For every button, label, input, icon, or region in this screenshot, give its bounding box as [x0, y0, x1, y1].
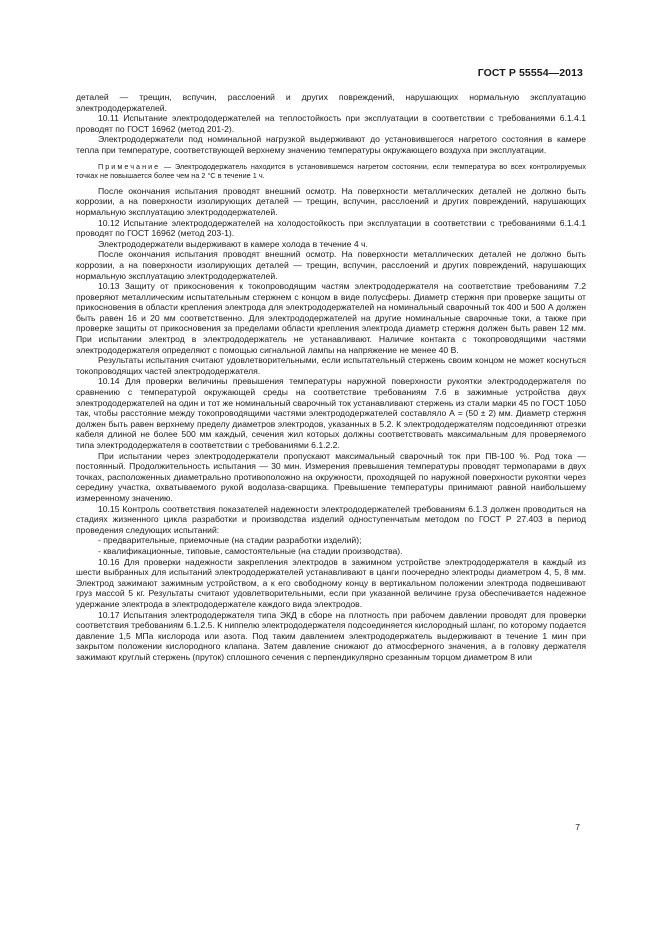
document-header: ГОСТ Р 55554—2013 — [477, 67, 583, 79]
paragraph: 10.11 Испытание электрододержателей на теплостойкость при эксплуатации в соответствии с требованиями 6.1.4.1 проводят по ГОСТ 16962 (метод 201-2). — [76, 113, 586, 134]
paragraph: деталей — трещин, вспучин, расслоений и других повреждений, нарушающих нормальную эксплуатацию электрододержателей. — [76, 92, 586, 113]
paragraph: Результаты испытания считают удовлетворительными, если испытательный стержень своим концом не может коснуться токопроводящих частей электрододержателя. — [76, 355, 586, 376]
paragraph: При испытании через электрододержатели пропускают максимальный сварочный ток при ПВ-100 %. Род тока — постоянный. Продолжительность испытания — 30 мин. Измерения превышения температуры проводят термопарами в двух точках, расположенных диаметрально противоположно на окружности, проходящей по наружной поверхности рукоятки через середину участка, охватываемого рукой водолаза-сварщика. Превышение температуры принимают равной наибольшему измеренному значению. — [76, 450, 586, 503]
note — [76, 162, 586, 181]
list-item: - предварительные, приемочные (на стадии разработки изделий); — [98, 535, 362, 546]
paragraph: 10.15 Контроль соответствия показателей надежности электрододержателей требованиям 6.1.3 должен проводиться на стадиях жизненного цикла разработки и производства изделий одноступенчатым методом по ГОСТ Р 27.403 в период проведения следующих испытаний: — [76, 503, 586, 535]
paragraph: 10.12 Испытание электрододержателей на холодостойкость при эксплуатации в соответствии с требованиями 6.1.4.1 проводят по ГОСТ 16962 (метод 203-1). — [76, 217, 586, 239]
paragraph: Электрододержатели выдерживают в камере холода в течение 4 ч. — [98, 238, 368, 249]
list-item: - квалификационные, типовые, самостоятельные (на стадии производства). — [98, 545, 403, 556]
paragraph: 10.17 Испытания электрододержателя типа ЭКД в сборе на плотность при рабочем давлении проводят для проверки соответствия требованиям 6.1.2.5. К ниппелю электрододержателя подсоединяется кислородный шланг, по которому подается давление 1,5 МПа кислорода или азота. Под таким давлением электрододержатель выдерживают в течение 1 мин при закрытом положении кислородного клапана. Затем давление снижают до атмосферного значения, а в головку держателя зажимают круглый стержень (пруток) сплошного сечения с перпендикулярно срезанным торцом диаметром 8 или — [76, 609, 586, 662]
paragraph: После окончания испытания проводят внешний осмотр. На поверхности металлических деталей не должно быть коррозии, а на поверхности изолирующих деталей — трещин, вспучин, расслоений и других повреждений, нарушающих нормальную эксплуатацию электрододержателей. — [76, 185, 586, 217]
paragraph: 10.13 Защиту от прикосновения к токопроводящим частям электрододержателя на соответствие требованиям 7.2 проверяют металлическим испытательным стержнем с концом в виде полусферы. Диаметр стержня при проверке защиты от прикосновения в области крепления электрода для электрододержателей на номинальный сварочный ток 400 и 500 А должен быть равен 16 и 20 мм соответственно. Для электрододержателей на другие номинальные сварочные токи, а также при проверке защиты от прикосновения за пределами области крепления электрода диаметр стержня должен быть равен 12 мм. При испытании электрод в электрододержатель не устанавливают. Наличие контакта с токопроводящими частями электрододержателя определяют с помощью сигнальной лампы на напряжение не менее 40 В. — [76, 281, 586, 355]
paragraph: После окончания испытания проводят внешний осмотр. На поверхности металлических деталей не должно быть коррозии, а на поверхности изолирующих деталей — трещин, вспучин, расслоений и других повреждений, нарушающих нормальную эксплуатацию электрододержателей. — [76, 249, 586, 281]
page-number: 7 — [575, 822, 580, 832]
paragraph: Электрододержатели под номинальной нагрузкой выдерживают до установившегося нагретого состояния в камере тепла при температуре, соответствующей верхнему значению температуры окружающего воздуха при эксплуатации. — [76, 134, 586, 155]
paragraph: 10.16 Для проверки надежности закрепления электродов в зажимном устройстве электрододержателя в каждый из шести выбранных для испытаний электрододержателей устанавливают в цанги поочередно электроды диаметром 4, 5, 8 мм. Электрод зажимают зажимным устройством, а к его свободному концу в вертикальном положении электрода подвешивают груз массой 5 кг. Результаты считают удовлетворительными, если при указанной величине груза обеспечивается надежное удержание электрода в электрододержателе каждого вида электродов. — [76, 556, 586, 609]
document-body — [76, 92, 586, 662]
note-text: — Электрододержатель находится в установившемся нагретом состоянии, если температура во всех контролируемых точках не повышается более чем на 2 °С в течение 1 ч. — [76, 161, 586, 181]
paragraph: 10.14 Для проверки величины превышения температуры наружной поверхности рукоятки электрододержателя по сравнению с температурой окружающей среды на соответствие требованиям 7.6 в зажимные устройства двух электрододержателей на один и тот же номинальный сварочный ток устанавливают стержень из стали марки 45 по ГОСТ 1050 так, чтобы расстояние между токопроводящими частями электрододержателей составляло А = (50 ± 2) мм. Диаметр стержня должен быть равен верхнему пределу диаметров электродов, указанных в 5.2. К электрододержателям подсоединяют отрезки кабеля длиной не более 500 мм каждый, сечения жил которых должны соответствовать максимальным для проверяемого типа электрододержателя в соответствии с требованиями 6.1.2.2. — [76, 376, 586, 450]
note-label: Примечание — [98, 161, 161, 171]
